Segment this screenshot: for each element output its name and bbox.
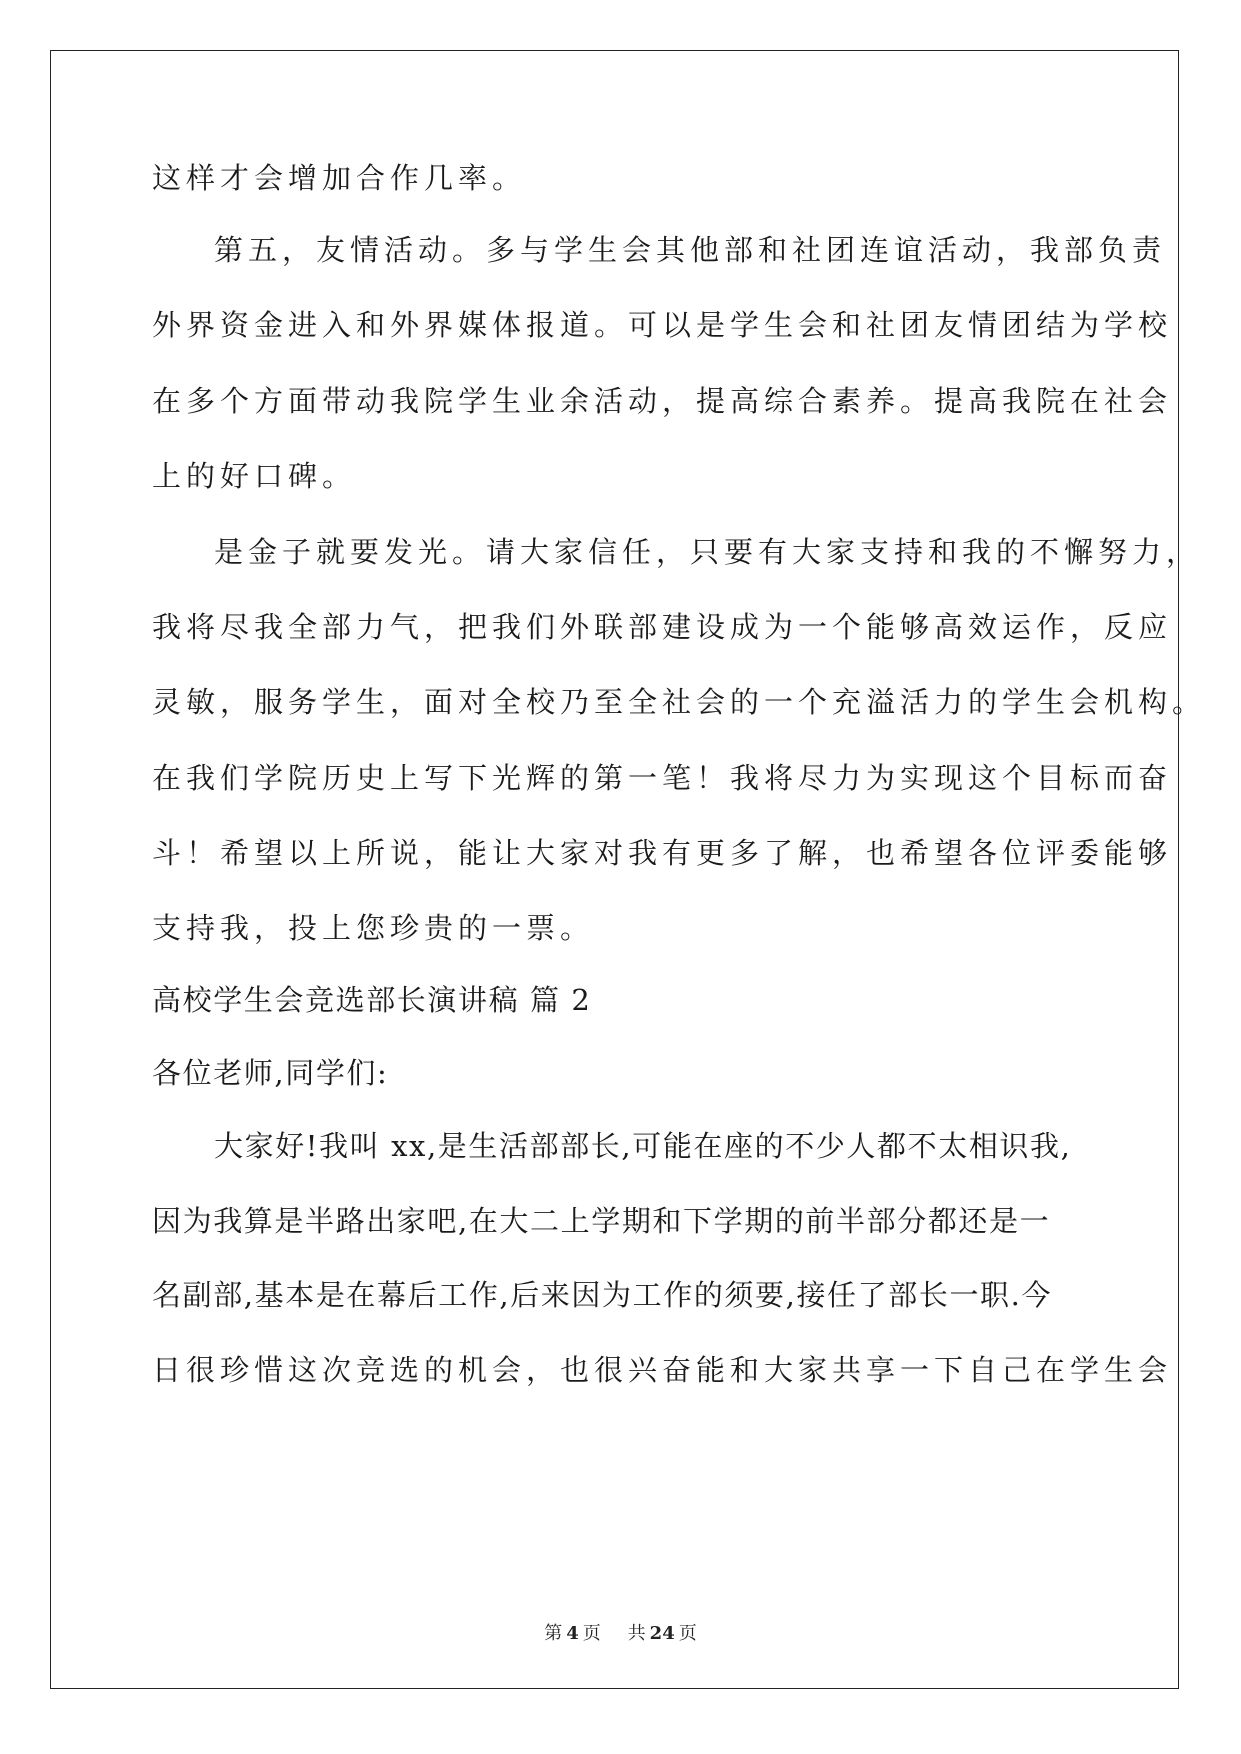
paragraph-line: 在我们学院历史上写下光辉的第一笔！我将尽力为实现这个目标而奋 xyxy=(152,761,1173,795)
footer-total-unit: 页 xyxy=(678,1623,697,1644)
paragraph-line: 斗！希望以上所说，能让大家对我有更多了解，也希望各位评委能够 xyxy=(152,836,1173,870)
total-page-count: 24 xyxy=(649,1623,675,1644)
paragraph-line: 第五，友情活动。多与学生会其他部和社团连谊活动，我部负责 xyxy=(214,233,1167,267)
paragraph-line: 日很珍惜这次竞选的机会，也很兴奋能和大家共享一下自己在学生会 xyxy=(152,1353,1173,1387)
paragraph-line: 支持我，投上您珍贵的一票。 xyxy=(152,911,595,945)
paragraph-line: 是金子就要发光。请大家信任，只要有大家支持和我的不懈努力， xyxy=(214,535,1201,569)
paragraph-line: 大家好!我叫 xx,是生活部部长,可能在座的不少人都不太相识我, xyxy=(214,1129,1072,1163)
footer-page-unit: 页 xyxy=(582,1623,601,1644)
paragraph-line: 我将尽我全部力气，把我们外联部建设成为一个能够高效运作，反应 xyxy=(152,610,1173,644)
section-heading: 高校学生会竞选部长演讲稿 篇 2 xyxy=(152,983,592,1017)
paragraph-line: 上的好口碑。 xyxy=(152,459,357,493)
paragraph-line: 因为我算是半路出家吧,在大二上学期和下学期的前半部分都还是一 xyxy=(152,1204,1051,1238)
paragraph-line: 灵敏，服务学生，面对全校乃至全社会的一个充溢活力的学生会机构。 xyxy=(152,685,1207,719)
paragraph-line: 名副部,基本是在幕后工作,后来因为工作的须要,接任了部长一职.今 xyxy=(152,1278,1053,1312)
paragraph-line: 这样才会增加合作几率。 xyxy=(152,161,527,195)
footer-total-prefix: 共 xyxy=(627,1623,646,1644)
current-page-number: 4 xyxy=(566,1623,579,1644)
paragraph-line: 外界资金进入和外界媒体报道。可以是学生会和社团友情团结为学校 xyxy=(152,308,1173,342)
page-footer xyxy=(0,1619,1241,1645)
footer-prefix: 第 xyxy=(544,1623,563,1644)
salutation: 各位老师,同学们: xyxy=(152,1056,389,1090)
paragraph-line: 在多个方面带动我院学生业余活动，提高综合素养。提高我院在社会 xyxy=(152,384,1173,418)
